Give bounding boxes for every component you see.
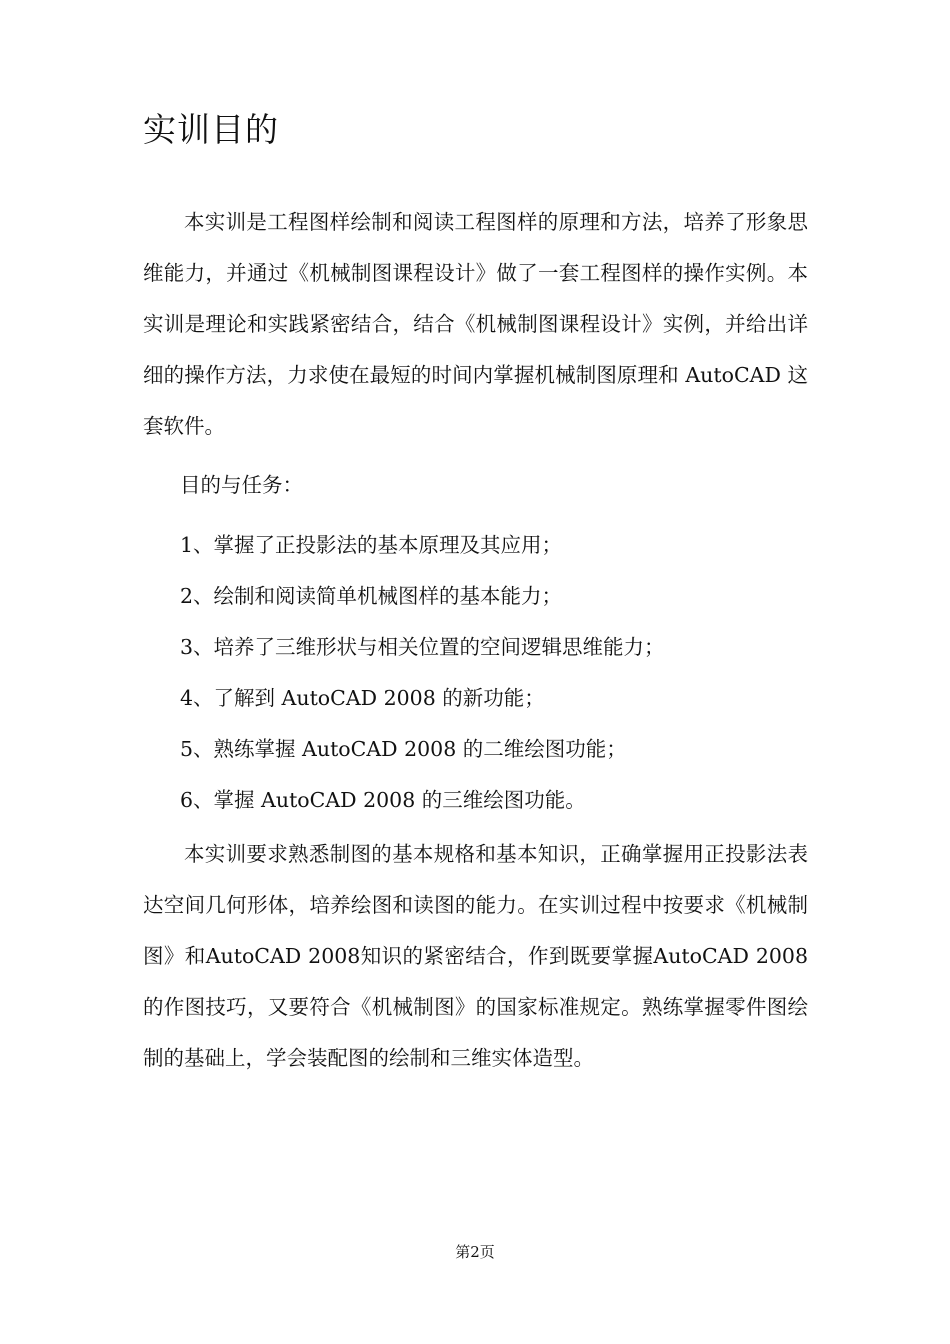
task-item-6: 6、掌握 AutoCAD 2008 的三维绘图功能。 xyxy=(180,788,586,812)
task-item-3: 3、培养了三维形状与相关位置的空间逻辑思维能力； xyxy=(180,635,665,659)
task-item-5: 5、熟练掌握 AutoCAD 2008 的二维绘图功能； xyxy=(180,737,627,761)
task-item-2: 2、绘制和阅读简单机械图样的基本能力； xyxy=(180,584,563,608)
page-title: 实训目的 xyxy=(143,110,279,149)
task-item-1: 1、掌握了正投影法的基本原理及其应用； xyxy=(180,533,563,557)
closing-paragraph: 本实训要求熟悉制图的基本规格和基本知识，正确掌握用正投影法表达空间几何形体，培养绘图和读图的能力。在实训过程中按要求《机械制图》和AutoCAD 2008知识的紧密结合，作到既要掌握AutoCAD 2008 的作图技巧，又要符合《机械制图》的国家标准规定。熟练掌握零件图绘制的基础上，学会装配图的绘制和三维实体造型。 xyxy=(143,842,808,1070)
task-item-4: 4、了解到 AutoCAD 2008 的新功能； xyxy=(180,686,545,710)
task-list xyxy=(180,520,665,826)
page-number: 第2页 xyxy=(455,1243,495,1261)
intro-paragraph: 本实训是工程图样绘制和阅读工程图样的原理和方法，培养了形象思维能力，并通过《机械制图课程设计》做了一套工程图样的操作实例。本实训是理论和实践紧密结合，结合《机械制图课程设计》实例，并给出详细的操作方法，力求使在最短的时间内掌握机械制图原理和 AutoCAD 这套软件。 xyxy=(143,210,808,438)
tasks-heading: 目的与任务： xyxy=(180,473,303,497)
